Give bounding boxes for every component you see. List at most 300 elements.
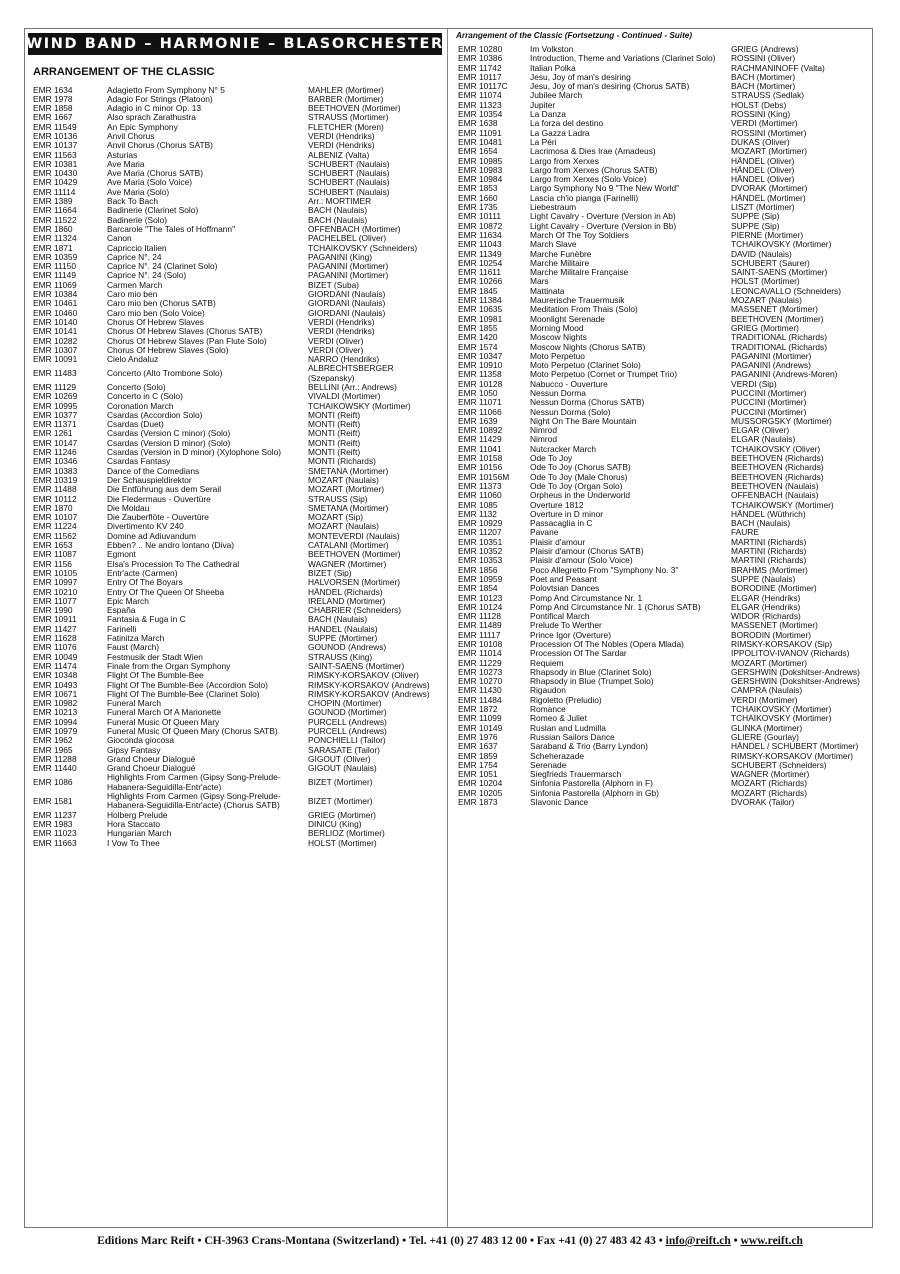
work-title: Nimrod xyxy=(530,426,557,436)
composer-arranger: SMETANA (Mortimer) xyxy=(308,503,389,513)
composer-arranger: MOZART (Mortimer) xyxy=(731,658,807,668)
composer-arranger: ELGAR (Naulais) xyxy=(731,435,796,445)
composer-arranger: HÄNDEL (Wüthrich) xyxy=(731,509,806,519)
work-title: Carmen March xyxy=(107,280,163,290)
work-title: La forza del destino xyxy=(530,119,604,129)
catalog-row xyxy=(458,184,868,193)
catalog-number: EMR 1574 xyxy=(458,341,498,352)
composer-arranger: HÄNDEL (Richards) xyxy=(308,587,383,597)
work-title: Pontifical March xyxy=(530,612,590,622)
work-title: Concerto (Alto Trombone Solo) xyxy=(107,369,223,379)
composer-arranger: BERLIOZ (Mortimer) xyxy=(308,829,385,839)
composer-arranger: PACHELBEL (Oliver) xyxy=(308,234,387,244)
catalog-row xyxy=(33,151,441,160)
composer-arranger: PONCHIELLI (Tailor) xyxy=(308,736,386,746)
work-title: Flight Of The Bumble-Bee xyxy=(107,671,204,681)
catalog-row xyxy=(33,309,441,318)
work-title: Epic March xyxy=(107,596,149,606)
catalog-row xyxy=(458,445,868,454)
catalog-number: EMR 11634 xyxy=(458,229,502,240)
catalog-number: EMR 10105 xyxy=(33,567,78,578)
composer-arranger: BARBER (Mortimer) xyxy=(308,94,384,104)
catalog-row xyxy=(33,262,441,271)
catalog-row xyxy=(458,770,868,779)
work-title: Domine ad Adiuvandum xyxy=(107,531,196,541)
catalog-row xyxy=(33,429,441,438)
composer-arranger: VERDI (Mortimer) xyxy=(731,695,798,705)
work-title: Chorus Of Hebrew Slaves (Chorus SATB) xyxy=(107,327,263,337)
composer-arranger: VERDI (Hendriks) xyxy=(308,317,375,327)
composer-arranger: SCHUBERT (Naulais) xyxy=(308,169,390,179)
work-title: Sinfonia Pastorella (Alphorn in Gb) xyxy=(530,788,659,798)
work-title: Im Volkston xyxy=(530,45,574,54)
catalog-number: EMR 10481 xyxy=(458,136,503,147)
composer-arranger: HÄNDEL (Oliver) xyxy=(731,165,795,175)
catalog-row xyxy=(458,538,868,547)
catalog-row xyxy=(458,779,868,788)
catalog-row xyxy=(33,206,441,215)
catalog-number: EMR 10117 xyxy=(458,71,502,82)
catalog-row xyxy=(33,606,441,615)
catalog-number: EMR 10984 xyxy=(458,174,503,185)
catalog-row xyxy=(458,398,868,407)
catalog-row xyxy=(458,287,868,296)
catalog-number: EMR 10352 xyxy=(458,546,503,557)
catalog-number: EMR 11229 xyxy=(458,657,502,668)
work-title: Ave Maria (Solo Voice) xyxy=(107,178,193,188)
composer-arranger: MONTI (Reift) xyxy=(308,410,361,420)
catalog-number: EMR 10493 xyxy=(33,679,78,690)
composer-arranger: PURCELL (Andrews) xyxy=(308,726,387,736)
composer-arranger: DUKAS (Oliver) xyxy=(731,137,790,147)
catalog-row xyxy=(458,175,868,184)
work-title: Siegfrieds Trauermarsch xyxy=(530,770,622,780)
work-title: Nutcracker March xyxy=(530,444,597,454)
catalog-number: EMR 10273 xyxy=(458,666,503,677)
catalog-row xyxy=(33,513,441,522)
catalog-number: EMR 10158 xyxy=(458,453,503,464)
work-title: Meditation From Thais (Solo) xyxy=(530,305,638,315)
catalog-row xyxy=(458,668,868,677)
composer-arranger: ROSSINI (King) xyxy=(731,110,791,120)
work-title: España xyxy=(107,606,136,616)
catalog-row xyxy=(33,457,441,466)
catalog-number: EMR 10892 xyxy=(458,425,503,436)
work-title: Csardas (Version C minor) (Solo) xyxy=(107,429,231,439)
composer-arranger: BRAHMS (Mortimer) xyxy=(731,565,808,575)
column-divider xyxy=(447,29,448,1227)
catalog-row xyxy=(458,640,868,649)
catalog-row xyxy=(458,603,868,612)
composer-arranger: VERDI (Sip) xyxy=(731,379,777,389)
catalog-row xyxy=(458,250,868,259)
work-title: Faust (March) xyxy=(107,643,160,653)
catalog-row xyxy=(33,337,441,346)
catalog-number: EMR 11246 xyxy=(33,447,77,458)
work-title: Jesu, Joy of man's desiring (Chorus SATB) xyxy=(530,82,690,92)
work-title: Overture 1812 xyxy=(530,500,584,510)
catalog-number: EMR 1389 xyxy=(33,196,73,207)
composer-arranger: PUCCINI (Mortimer) xyxy=(731,388,807,398)
work-title: Hungarian March xyxy=(107,829,172,839)
catalog-number: EMR 10205 xyxy=(458,787,503,798)
work-title: La Gazza Ladra xyxy=(530,128,590,138)
composer-arranger: BACH (Naulais) xyxy=(308,615,368,625)
catalog-row xyxy=(458,482,868,491)
catalog-number: EMR 10156M xyxy=(458,471,510,482)
catalog-number: EMR 1856 xyxy=(458,564,498,575)
footer-publisher: Editions Marc Reift xyxy=(97,1235,195,1247)
catalog-row xyxy=(458,584,868,593)
catalog-row xyxy=(33,86,441,95)
catalog-row xyxy=(33,327,441,336)
work-title: Moto Perpetuo xyxy=(530,351,585,361)
work-title: Marche Militaire Française xyxy=(530,268,629,278)
composer-arranger: VERDI (Hendriks) xyxy=(308,141,375,151)
catalog-row xyxy=(33,392,441,401)
catalog-number: EMR 10269 xyxy=(33,391,78,402)
work-title: Der Schauspieldirektor xyxy=(107,475,192,485)
catalog-row xyxy=(458,761,868,770)
composer-arranger: GRIEG (Mortimer) xyxy=(731,323,799,333)
work-title: Orpheus in the Underworld xyxy=(530,491,631,501)
work-title: Caprice N°. 24 xyxy=(107,252,162,262)
composer-arranger: FLETCHER (Moren) xyxy=(308,122,384,132)
composer-arranger: SUPPE (Naulais) xyxy=(731,574,796,584)
catalog-row xyxy=(458,296,868,305)
work-title: Anvil Chorus (Chorus SATB) xyxy=(107,141,213,151)
catalog-number: EMR 10384 xyxy=(33,289,78,300)
work-title: Egmont xyxy=(107,550,136,560)
catalog-number: EMR 10377 xyxy=(33,409,78,420)
catalog-number: EMR 1420 xyxy=(458,332,498,343)
catalog-number: EMR 1051 xyxy=(458,769,498,780)
composer-arranger: SMETANA (Mortimer) xyxy=(308,466,389,476)
composer-arranger: STRAUSS (Sip) xyxy=(308,494,368,504)
catalog-row xyxy=(458,724,868,733)
composer-arranger: DAVID (Naulais) xyxy=(731,249,792,259)
composer-arranger: RIMSKY-KORSAKOV (Mortimer) xyxy=(731,751,854,761)
work-title: Caprice N°. 24 (Clarinet Solo) xyxy=(107,262,218,272)
work-title: Concerto (Solo) xyxy=(107,383,166,392)
catalog-number: EMR 10111 xyxy=(458,211,501,222)
catalog-number: EMR 1132 xyxy=(458,508,497,519)
composer-arranger: MARTINI (Richards) xyxy=(731,547,807,557)
catalog-number: EMR 11611 xyxy=(458,267,501,278)
catalog-row xyxy=(458,64,868,73)
catalog-row xyxy=(33,95,441,104)
catalog-row xyxy=(33,718,441,727)
catalog-number: EMR 10112 xyxy=(33,493,77,504)
catalog-row xyxy=(458,370,868,379)
work-title: Nabucco - Ouverture xyxy=(530,379,608,389)
work-title: Ave Maria xyxy=(107,159,145,169)
catalog-row xyxy=(33,281,441,290)
composer-arranger: RIMSKY-KORSAKOV (Andrews) xyxy=(308,680,430,690)
composer-arranger: RIMSKY-KORSAKOV (Sip) xyxy=(731,640,833,649)
catalog-row xyxy=(33,746,441,755)
work-title: Entry Of The Queen Of Sheeba xyxy=(107,587,225,597)
work-title: Sinfonia Pastorella (Alphorn in F) xyxy=(530,779,653,789)
work-title: Capriccio Italien xyxy=(107,243,167,253)
work-title: Die Fledermaus - Ouvertüre xyxy=(107,494,211,504)
catalog-row xyxy=(458,277,868,286)
work-title: Funeral Music Of Queen Mary (Chorus SATB) xyxy=(107,726,278,736)
composer-arranger: VIVALDI (Mortimer) xyxy=(308,392,381,402)
catalog-row xyxy=(458,501,868,510)
catalog-row xyxy=(33,216,441,225)
work-title: Highlights From Carmen (Gipsy Song-Prelude-Habanera-Seguidilla-Entr'acte) (Chorus SATB) xyxy=(107,792,281,811)
catalog-column-left xyxy=(33,86,441,848)
composer-arranger: MONTI (Reift) xyxy=(308,429,361,439)
catalog-number: EMR 11474 xyxy=(33,660,77,671)
catalog-column-right xyxy=(458,45,868,807)
catalog-row xyxy=(33,764,441,773)
composer-arranger: PUCCINI (Mortimer) xyxy=(731,407,807,417)
work-title: Elsa's Procession To The Cathedral xyxy=(107,559,240,569)
work-title: Die Zauberflöte - Ouvertüre xyxy=(107,513,209,523)
composer-arranger: GERSHWIN (Dokshitser-Andrews) xyxy=(731,667,860,677)
work-title: Romance xyxy=(530,705,566,715)
work-title: Lacrimosa & Dies Irae (Amadeus) xyxy=(530,147,656,157)
catalog-number: EMR 11071 xyxy=(458,397,502,408)
footer-tel: Tel. +41 (0) 27 483 12 00 xyxy=(408,1235,528,1247)
work-title: Coronation March xyxy=(107,401,174,411)
catalog-number: EMR 10270 xyxy=(458,676,503,687)
composer-arranger: SUPPE (Sip) xyxy=(731,221,780,231)
composer-arranger: HOLST (Mortimer) xyxy=(731,277,800,287)
catalog-row xyxy=(458,259,868,268)
catalog-row xyxy=(458,315,868,324)
catalog-row xyxy=(33,773,441,792)
composer-arranger: OFFENBACH (Naulais) xyxy=(731,491,819,501)
composer-arranger: HANDEL (Naulais) xyxy=(308,624,378,634)
composer-arranger: CAMPRA (Naulais) xyxy=(731,686,803,696)
work-title: Jupiter xyxy=(530,100,556,110)
work-title: Mattinata xyxy=(530,286,565,296)
work-title: Italian Polka xyxy=(530,63,576,73)
catalog-row xyxy=(458,435,868,444)
catalog-number: EMR 1845 xyxy=(458,285,498,296)
composer-arranger: HÄNDEL (Mortimer) xyxy=(731,193,806,203)
catalog-number: EMR 1983 xyxy=(33,818,73,829)
catalog-row xyxy=(33,541,441,550)
work-title: Grand Choeur Dialogué xyxy=(107,754,196,764)
composer-arranger: HOLST (Debs) xyxy=(731,100,787,110)
catalog-row xyxy=(33,634,441,643)
work-title: Romeo & Juliet xyxy=(530,714,587,724)
work-title: Gipsy Fantasy xyxy=(107,745,161,755)
composer-arranger: MOZART (Naulais) xyxy=(308,522,379,532)
catalog-row xyxy=(33,653,441,662)
work-title: An Epic Symphony xyxy=(107,122,178,132)
catalog-number: EMR 10994 xyxy=(33,716,78,727)
composer-arranger: MOZART (Mortimer) xyxy=(308,485,384,495)
catalog-row xyxy=(33,820,441,829)
work-title: La Péri xyxy=(530,137,557,147)
work-title: Prelude To Werther xyxy=(530,621,602,631)
catalog-number: EMR 1637 xyxy=(458,741,498,752)
composer-arranger: BACH (Mortimer) xyxy=(731,72,796,82)
composer-arranger: VERDI (Oliver) xyxy=(308,336,364,346)
catalog-number: EMR 1873 xyxy=(458,797,498,808)
composer-arranger: BEETHOVEN (Mortimer) xyxy=(308,550,401,560)
work-title: Marche Militaire xyxy=(530,258,590,268)
catalog-row xyxy=(458,203,868,212)
catalog-number: EMR 10147 xyxy=(33,437,78,448)
footer-web-link[interactable]: www.reift.ch xyxy=(740,1235,803,1247)
catalog-row xyxy=(458,659,868,668)
catalog-number: EMR 11562 xyxy=(33,530,77,541)
catalog-number: EMR 11224 xyxy=(33,521,77,532)
catalog-number: EMR 11628 xyxy=(33,633,77,644)
composer-arranger: RACHMANINOFF (Valta) xyxy=(731,63,825,73)
composer-arranger: GLIERE (Gourlay) xyxy=(731,732,799,742)
catalog-row xyxy=(33,569,441,578)
work-title: Ode To Joy (Organ Solo) xyxy=(530,481,623,491)
work-title: Marche Funèbre xyxy=(530,249,592,259)
composer-arranger: BELLINI (Arr.: Andrews) xyxy=(308,383,397,392)
catalog-number: EMR 11373 xyxy=(458,480,502,491)
catalog-number: EMR 11128 xyxy=(458,611,501,622)
catalog-row xyxy=(33,169,441,178)
catalog-number: EMR 10383 xyxy=(33,465,78,476)
work-title: Scheherazade xyxy=(530,751,585,761)
composer-arranger: SARASATE (Tailor) xyxy=(308,745,380,755)
continued-section-title: Arrangement of the Classic (Fortsetzung - Continued - Suite) xyxy=(456,31,693,40)
catalog-number: EMR 10929 xyxy=(458,518,503,529)
composer-arranger: MASSENET (Mortimer) xyxy=(731,305,818,315)
catalog-number: EMR 1754 xyxy=(458,759,498,770)
catalog-row xyxy=(458,686,868,695)
catalog-row xyxy=(458,389,868,398)
composer-arranger: MOZART (Naulais) xyxy=(308,475,379,485)
catalog-number: EMR 10460 xyxy=(33,307,78,318)
catalog-row xyxy=(458,463,868,472)
catalog-row xyxy=(33,234,441,243)
catalog-row xyxy=(458,621,868,630)
catalog-number: EMR 10981 xyxy=(458,313,503,324)
catalog-number: EMR 11349 xyxy=(458,248,502,259)
work-title: Fantasia & Fuga in C xyxy=(107,615,186,625)
catalog-row xyxy=(458,82,868,91)
composer-arranger: MASSENET (Mortimer) xyxy=(731,621,818,631)
work-title: Lascia ch'io pianga (Farinelli) xyxy=(530,193,639,203)
work-title: Requiem xyxy=(530,658,564,668)
catalog-number: EMR 10307 xyxy=(33,344,78,355)
catalog-row xyxy=(458,268,868,277)
catalog-row xyxy=(33,485,441,494)
catalog-number: EMR 10213 xyxy=(33,707,78,718)
catalog-number: EMR 1858 xyxy=(33,103,73,114)
catalog-row xyxy=(458,110,868,119)
work-title: Csardas (Version in D minor) (Xylophone Solo) xyxy=(107,448,282,458)
work-title: Die Entführung aus dem Serail xyxy=(107,485,222,495)
catalog-number: EMR 11099 xyxy=(458,713,502,724)
catalog-row xyxy=(458,333,868,342)
catalog-row xyxy=(33,225,441,234)
work-title: Cielo Andaluz xyxy=(107,355,159,365)
composer-arranger: BORODINE (Mortimer) xyxy=(731,584,817,594)
composer-arranger: SCHUBERT (Schneiders) xyxy=(731,760,827,770)
catalog-row xyxy=(458,528,868,537)
work-title: Nessun Dorma xyxy=(530,388,586,398)
catalog-number: EMR 1581 xyxy=(33,795,73,806)
work-title: Light Cavalry - Overture (Version in Ab) xyxy=(530,212,676,222)
footer-email-link[interactable]: info@reift.ch xyxy=(665,1235,731,1247)
work-title: Badinerie (Solo) xyxy=(107,215,168,225)
work-title: Funeral Music Of Queen Mary xyxy=(107,717,220,727)
catalog-row xyxy=(458,705,868,714)
work-title: Funeral March xyxy=(107,699,161,709)
catalog-row xyxy=(33,736,441,745)
catalog-row xyxy=(33,495,441,504)
catalog-row xyxy=(458,138,868,147)
composer-arranger: SCHUBERT (Naulais) xyxy=(308,187,390,197)
composer-arranger: GIGOUT (Oliver) xyxy=(308,754,371,764)
work-title: Light Cavalry - Overture (Version in Bb) xyxy=(530,221,677,231)
catalog-number: EMR 1735 xyxy=(458,202,498,213)
catalog-number: EMR 1855 xyxy=(458,322,498,333)
catalog-row xyxy=(458,612,868,621)
catalog-row xyxy=(458,473,868,482)
composer-arranger: MOZART (Naulais) xyxy=(731,296,802,306)
composer-arranger: WIDOR (Richards) xyxy=(731,612,801,622)
catalog-row xyxy=(458,575,868,584)
composer-arranger: GRIEG (Andrews) xyxy=(731,45,799,54)
catalog-number: EMR 10381 xyxy=(33,158,78,169)
catalog-row xyxy=(33,829,441,838)
catalog-number: EMR 1638 xyxy=(458,118,498,129)
composer-arranger: BACH (Naulais) xyxy=(308,215,368,225)
work-title: Canon xyxy=(107,234,132,244)
catalog-row xyxy=(458,222,868,231)
catalog-row xyxy=(33,578,441,587)
catalog-row xyxy=(33,615,441,624)
composer-arranger: PAGANINI (Andrews) xyxy=(731,361,811,371)
work-title: Caro mio ben xyxy=(107,290,158,300)
composer-arranger: LISZT (Mortimer) xyxy=(731,203,795,213)
catalog-row xyxy=(458,101,868,110)
catalog-number: EMR 11077 xyxy=(33,595,77,606)
catalog-number: EMR 10128 xyxy=(458,378,503,389)
catalog-number: EMR 10319 xyxy=(33,474,78,485)
composer-arranger: SCHUBERT (Naulais) xyxy=(308,178,390,188)
work-title: Back To Bach xyxy=(107,197,159,207)
work-title: Poco Allegretto From "Symphony No. 3" xyxy=(530,565,679,575)
catalog-number: EMR 11091 xyxy=(458,127,502,138)
work-title: Pavane xyxy=(530,528,559,538)
catalog-number: EMR 10108 xyxy=(458,639,503,649)
composer-arranger: TRADITIONAL (Richards) xyxy=(731,333,828,343)
catalog-row xyxy=(458,231,868,240)
work-title: Farinelli xyxy=(107,624,137,634)
catalog-row xyxy=(33,346,441,355)
work-title: Barcarole "The Tales of Hoffmann" xyxy=(107,224,236,234)
composer-arranger: BEETHOVEN (Richards) xyxy=(731,472,824,482)
work-title: Nessun Dorma (Solo) xyxy=(530,407,611,417)
work-title: Caro mio ben (Solo Voice) xyxy=(107,308,205,318)
composer-arranger: PAGANINI (Mortimer) xyxy=(308,262,389,272)
composer-arranger: TRADITIONAL (Richards) xyxy=(731,342,828,352)
catalog-row xyxy=(33,643,441,652)
composer-arranger: HALVORSEN (Mortimer) xyxy=(308,578,400,588)
work-title: March Of The Toy Soldiers xyxy=(530,230,629,240)
work-title: Adagio For Strings (Platoon) xyxy=(107,94,213,104)
composer-arranger: BACH (Mortimer) xyxy=(731,82,796,92)
catalog-row xyxy=(33,588,441,597)
catalog-number: EMR 11237 xyxy=(33,809,77,820)
